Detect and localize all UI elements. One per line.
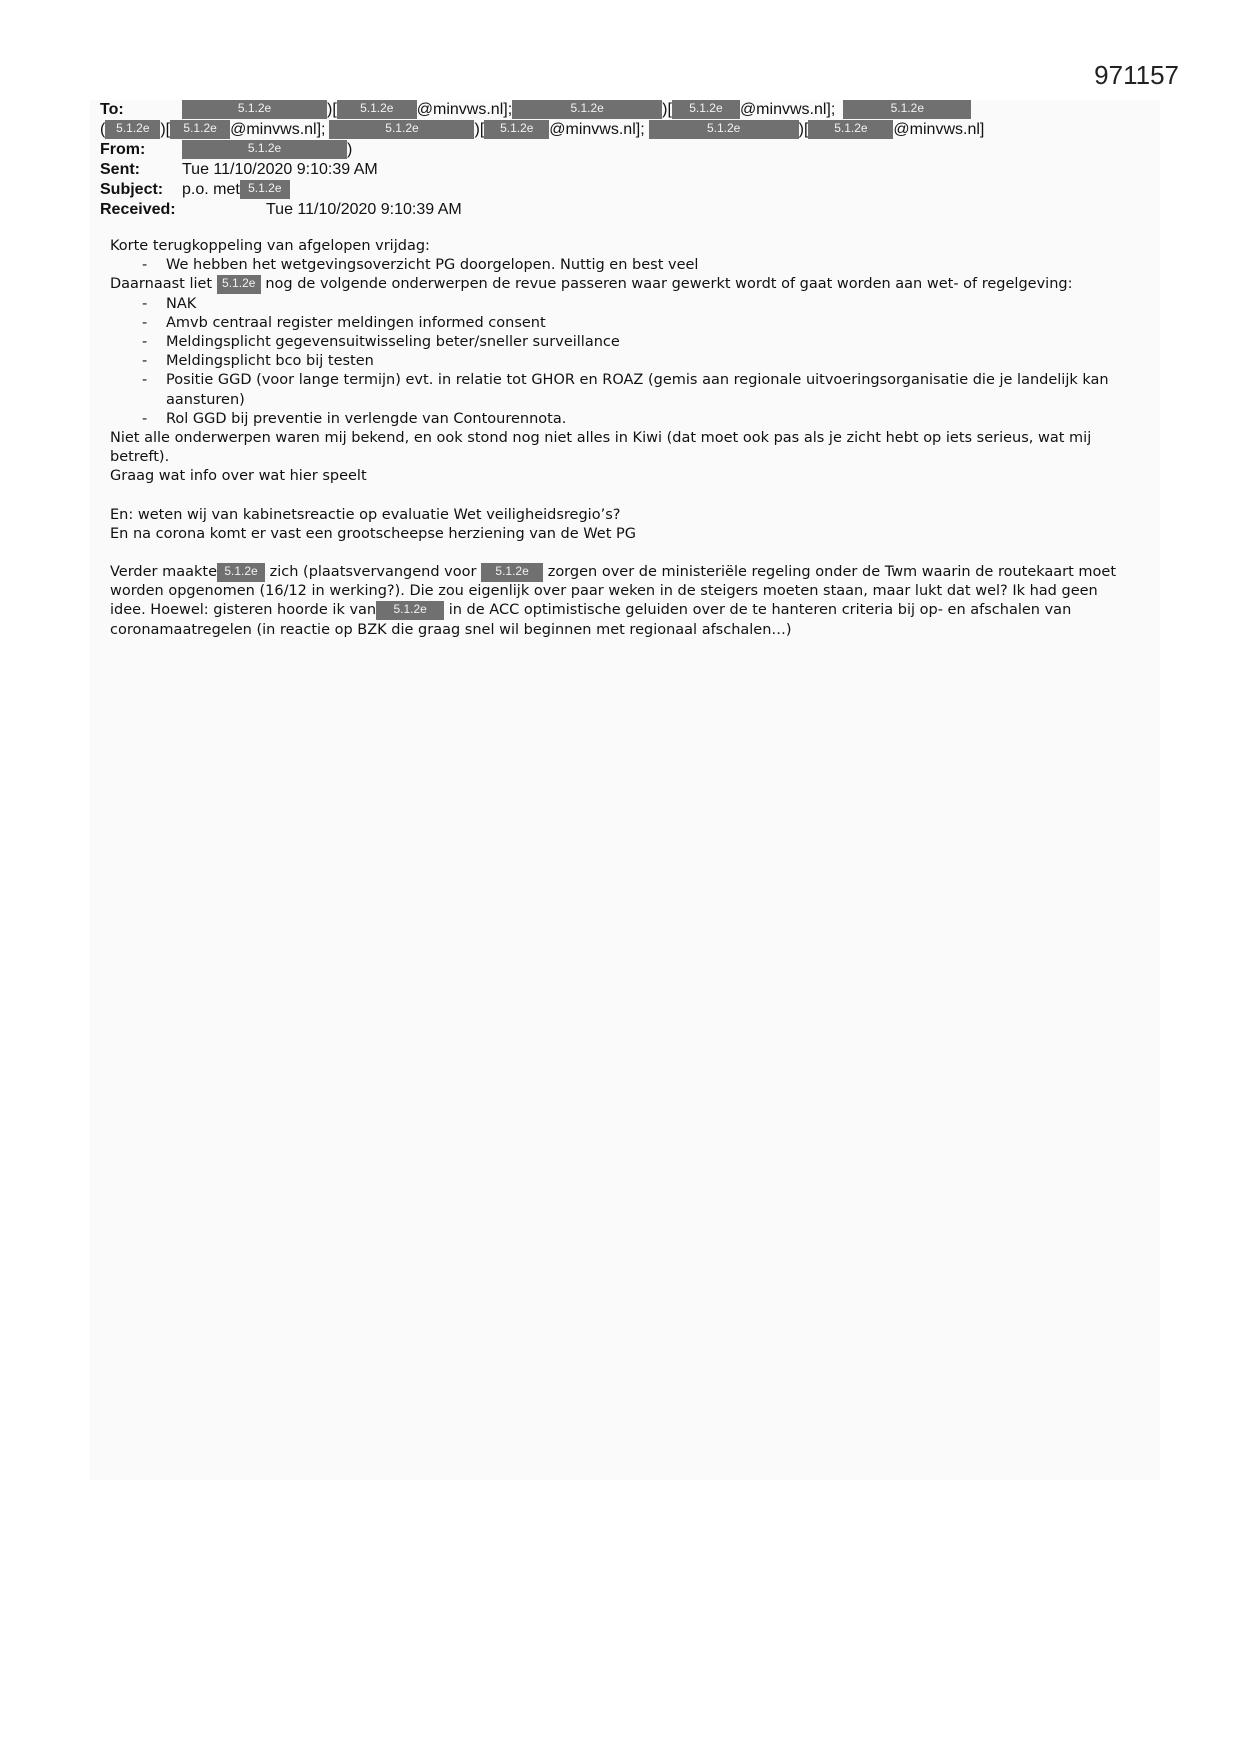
text: Daarnaast liet [110, 276, 213, 293]
sent-value: Tue 11/10/2020 9:10:39 AM [182, 161, 378, 178]
from-label: From: [100, 141, 146, 158]
separator: )[ [474, 121, 485, 138]
paragraph: Niet alle onderwerpen waren mij bekend, en ook stond nog niet alles in Kiwi (dat moet ook pas als je zicht hebt op iets serieus, wat mij betreft). [110, 430, 1092, 466]
list-item: - Amvb centraal register meldingen informed consent [110, 314, 1130, 333]
separator: )[ [798, 121, 809, 138]
email-domain: @minvws.nl]; [549, 121, 645, 138]
redaction: 5.1.2e [843, 100, 971, 119]
redaction: 5.1.2e [182, 140, 347, 159]
list-item: - We hebben het wetgevingsoverzicht PG doorgelopen. Nuttig en best veel [110, 256, 1130, 275]
redaction: 5.1.2e [217, 275, 261, 294]
from-row [100, 140, 352, 160]
paragraph: En: weten wij van kabinetsreactie op evaluatie Wet veiligheidsregio’s? [110, 506, 621, 523]
paragraph: En na corona komt er vast een grootscheepse herziening van de Wet PG [110, 525, 636, 542]
intro-line: Korte terugkoppeling van afgelopen vrijdag: [110, 238, 430, 254]
redaction: 5.1.2e [329, 120, 474, 139]
redaction: 5.1.2e [512, 100, 662, 119]
redaction: 5.1.2e [672, 100, 740, 119]
sent-row [100, 160, 378, 180]
redaction: 5.1.2e [217, 563, 265, 582]
redaction: 5.1.2e [240, 180, 290, 199]
redaction: 5.1.2e [105, 120, 160, 139]
to-row-2 [100, 120, 984, 140]
text: Verder maakte [110, 564, 218, 581]
email-domain: @minvws.nl] [893, 121, 985, 138]
email-domain: @minvws.nl]; [230, 121, 326, 138]
text: zorgen over de ministeriële regeling onder de Twm waarin de routekaart moet worden opgenomen (16/12 in werking?). Die zou eigenlijk over paar weken in de steigers moeten staan, maar lukt dat wel? Ik had geen idee. Hoewel: gisteren hoorde ik van [110, 564, 1117, 619]
document-number: 971157 [1094, 60, 1179, 90]
open-paren: ( [100, 121, 106, 138]
redaction: 5.1.2e [182, 100, 327, 119]
email-domain: @minvws.nl]; [739, 101, 836, 118]
to-row-1 [100, 100, 971, 120]
redaction: 5.1.2e [484, 120, 549, 139]
topics-list [110, 295, 1130, 429]
text: zich (plaatsvervangend voor [269, 564, 477, 581]
list-item: - NAK [110, 295, 1130, 314]
sent-label: Sent: [100, 161, 140, 178]
text: in de ACC optimistische geluiden over de te hanteren criteria bij op- en afschalen van coronamaatregelen (in reactie op BZK die graag snel wil beginnen met regionaal afschalen…) [110, 602, 1072, 638]
redaction: 5.1.2e [481, 563, 543, 582]
list-item: - Rol GGD bij preventie in verlengde van Contourennota. [110, 410, 1130, 429]
close-paren: ) [347, 141, 353, 158]
list-item: - Positie GGD (voor lange termijn) evt. in relatie tot GHOR en ROAZ (gemis aan regionale uitvoeringsorganisatie die je landelijk kan aansturen) [110, 371, 1130, 409]
subject-row [100, 180, 290, 200]
subject-value: p.o. met [182, 181, 240, 198]
redaction: 5.1.2e [170, 120, 230, 139]
separator: )[ [662, 101, 672, 118]
to-label: To: [100, 101, 124, 118]
redaction: 5.1.2e [808, 120, 893, 139]
received-label: Received: [100, 201, 176, 218]
subject-label: Subject: [100, 181, 164, 198]
email-domain: @minvws.nl]; [416, 101, 513, 118]
paragraph-topics-intro [110, 275, 1130, 294]
list-item: - Meldingsplicht bco bij testen [110, 352, 1130, 371]
received-row [100, 200, 462, 220]
received-value: Tue 11/10/2020 9:10:39 AM [266, 201, 462, 218]
email-body [110, 237, 1130, 640]
redaction: 5.1.2e [649, 120, 799, 139]
redaction: 5.1.2e [337, 100, 417, 119]
separator: )[ [160, 121, 171, 138]
separator: )[ [327, 101, 337, 118]
paragraph-final [110, 563, 1130, 640]
list-item: - Meldingsplicht gegevensuitwisseling beter/sneller surveillance [110, 333, 1130, 352]
redaction: 5.1.2e [376, 601, 444, 620]
paragraph: Graag wat info over wat hier speelt [110, 468, 367, 485]
text: nog de volgende onderwerpen de revue passeren waar gewerkt wordt of gaat worden aan wet- of regelgeving: [265, 276, 1073, 293]
summary-list [110, 256, 1130, 275]
